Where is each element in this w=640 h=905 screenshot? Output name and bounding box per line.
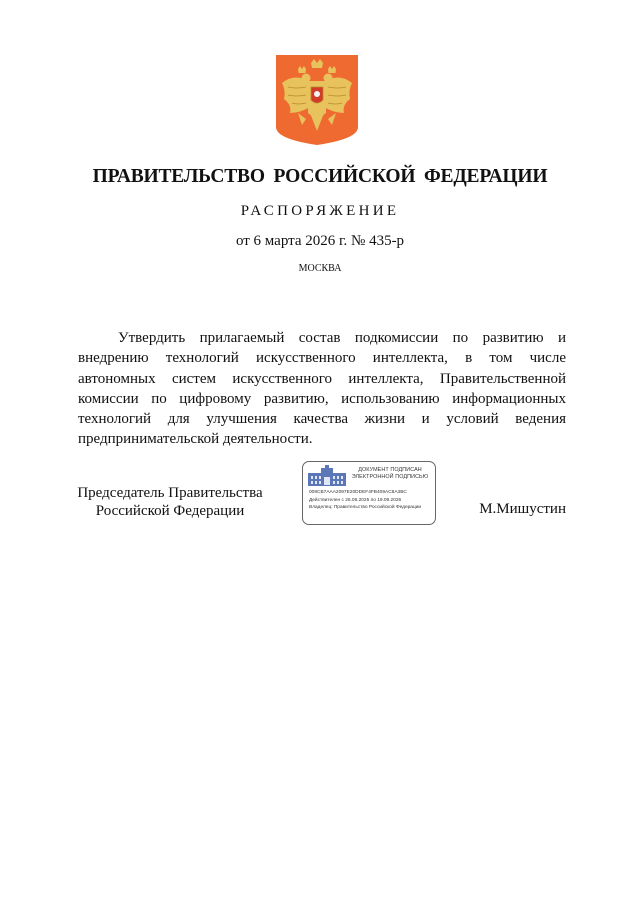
order-paragraph: Утвердить прилагаемый состав подкомиссии по развитию и внедрению технологий искусственного интеллекта, в том числе автономных систем искусственного интеллекта, Правительственной комиссии по цифровому развитию, использованию информационных технологий для улучшения качества жизни и условий ведения предпринимательской деятельности. <box>78 330 566 448</box>
document-city: МОСКВА <box>298 263 342 274</box>
certificate-owner: Владелец: Правительство Российской Федерации <box>309 505 422 510</box>
document-type: РАСПОРЯЖЕНИЕ <box>240 203 400 219</box>
government-title: ПРАВИТЕЛЬСТВО РОССИЙСКОЙ ФЕДЕРАЦИИ <box>92 166 548 187</box>
electronic-signature-stamp <box>302 461 436 525</box>
document-date-number: от 6 марта 2026 г. № 435-р <box>235 233 405 249</box>
signatory-position-line1: Председатель Правительства <box>77 485 263 501</box>
certificate-serial: 008CB7AAA2097E20DDEF4FB409AC8A3BC <box>309 490 407 495</box>
stamp-title-line2: ЭЛЕКТРОННОЙ ПОДПИСЬЮ <box>351 473 429 480</box>
stamp-title-line1: ДОКУМЕНТ ПОДПИСАН <box>358 467 422 473</box>
stamp-title <box>347 467 433 480</box>
government-building-icon <box>307 465 347 487</box>
signatory-position-line2: Российской Федерации <box>95 503 245 519</box>
coat-of-arms-icon <box>276 55 358 145</box>
signatory-position <box>70 484 270 520</box>
certificate-validity: Действителен с 26.06.2025 по 19.09.2026 <box>309 498 402 503</box>
signatory-name: М.Мишустин <box>479 501 566 517</box>
